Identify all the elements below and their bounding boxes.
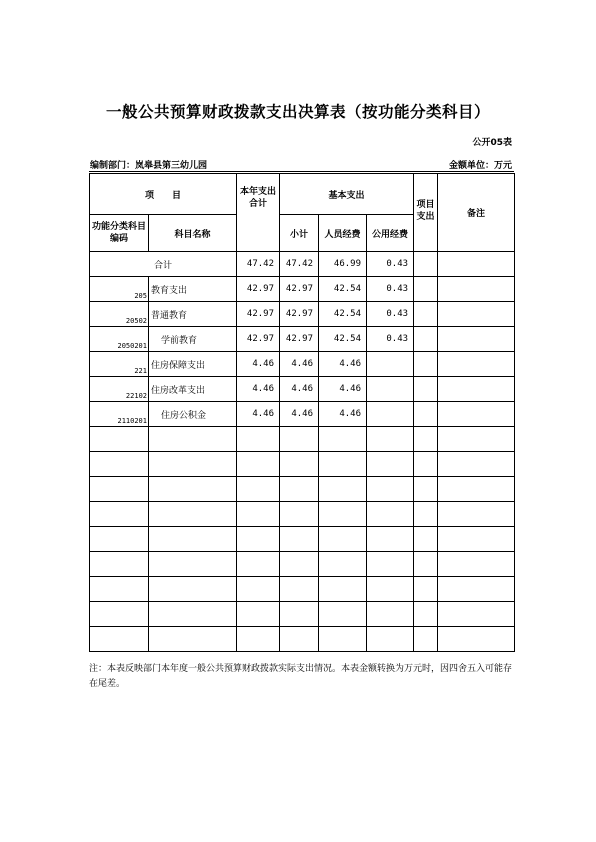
row-remark <box>438 352 515 377</box>
row-public: 0.43 <box>367 302 414 327</box>
row-remark <box>438 277 515 302</box>
row-public: 0.43 <box>367 327 414 352</box>
row-code: 22102 <box>125 392 147 400</box>
row-annual: 42.97 <box>237 277 280 302</box>
row-annual: 4.46 <box>237 352 280 377</box>
table-code: 公开05表 <box>472 138 512 148</box>
row-annual: 42.97 <box>237 302 280 327</box>
footnote: 注：本表反映部门本年度一般公共预算财政拨款实际支出情况。本表金额转换为万元时，因四舍五入可能存在尾差。 <box>89 664 513 689</box>
row-remark <box>438 302 515 327</box>
row-subtotal: 42.97 <box>280 302 319 327</box>
table-row <box>90 277 515 302</box>
page-title: 一般公共预算财政拨款支出决算表（按功能分类科目） <box>105 103 490 121</box>
header-personnel: 人员经费 <box>319 215 367 252</box>
row-subtotal: 42.97 <box>280 327 319 352</box>
row-name: 学前教育 <box>149 327 237 352</box>
row-project <box>414 377 438 402</box>
total-row <box>90 252 515 277</box>
row-code: 2050201 <box>117 342 147 350</box>
total-public: 0.43 <box>367 252 414 277</box>
row-public <box>367 377 414 402</box>
row-personnel: 4.46 <box>319 352 367 377</box>
row-annual: 4.46 <box>237 402 280 427</box>
row-code: 2110201 <box>117 417 147 425</box>
table-row <box>90 327 515 352</box>
row-code-cell <box>90 377 149 402</box>
empty-row <box>90 427 515 452</box>
empty-row <box>90 477 515 502</box>
row-code-cell <box>90 302 149 327</box>
empty-row <box>90 577 515 602</box>
row-subtotal: 4.46 <box>280 402 319 427</box>
header-public: 公用经费 <box>367 215 414 252</box>
top-rule <box>89 171 514 172</box>
row-public <box>367 352 414 377</box>
row-personnel: 4.46 <box>319 377 367 402</box>
row-code-cell <box>90 402 149 427</box>
header-remark: 备注 <box>438 174 515 252</box>
row-annual: 4.46 <box>237 377 280 402</box>
row-annual: 42.97 <box>237 327 280 352</box>
row-name: 住房公积金 <box>149 402 237 427</box>
unit-label: 金额单位：万元 <box>448 161 512 171</box>
table-row <box>90 352 515 377</box>
row-code: 205 <box>134 292 147 300</box>
row-project <box>414 277 438 302</box>
row-code-cell <box>90 327 149 352</box>
header-annual-total: 本年支出合计 <box>237 174 280 252</box>
header-subject-name: 科目名称 <box>149 215 237 252</box>
row-personnel: 42.54 <box>319 277 367 302</box>
total-project <box>414 252 438 277</box>
row-name: 教育支出 <box>149 277 237 302</box>
header-item: 项 目 <box>90 174 237 215</box>
table-row <box>90 302 515 327</box>
header-func-code: 功能分类科目编码 <box>90 215 149 252</box>
row-name: 普通教育 <box>149 302 237 327</box>
row-name: 住房保障支出 <box>149 352 237 377</box>
total-annual: 47.42 <box>237 252 280 277</box>
header-subtotal: 小计 <box>280 215 319 252</box>
expenditure-table <box>89 173 515 652</box>
row-project <box>414 302 438 327</box>
row-project <box>414 352 438 377</box>
row-code-cell <box>90 277 149 302</box>
row-project <box>414 327 438 352</box>
empty-row <box>90 527 515 552</box>
row-subtotal: 4.46 <box>280 352 319 377</box>
row-code: 20502 <box>125 317 147 325</box>
row-public: 0.43 <box>367 277 414 302</box>
department-label: 编制部门：岚皋县第三幼儿园 <box>90 161 208 171</box>
table-row <box>90 377 515 402</box>
total-remark <box>438 252 515 277</box>
row-remark <box>438 402 515 427</box>
row-personnel: 42.54 <box>319 302 367 327</box>
table-row <box>90 402 515 427</box>
empty-row <box>90 602 515 627</box>
row-personnel: 4.46 <box>319 402 367 427</box>
total-personnel: 46.99 <box>319 252 367 277</box>
row-subtotal: 4.46 <box>280 377 319 402</box>
total-label: 合计 <box>90 252 237 277</box>
row-project <box>414 402 438 427</box>
row-name: 住房改革支出 <box>149 377 237 402</box>
total-subtotal: 47.42 <box>280 252 319 277</box>
empty-row <box>90 502 515 527</box>
row-remark <box>438 377 515 402</box>
row-remark <box>438 327 515 352</box>
row-personnel: 42.54 <box>319 327 367 352</box>
empty-row <box>90 627 515 652</box>
row-code-cell <box>90 352 149 377</box>
header-project: 项目支出 <box>414 174 438 252</box>
row-subtotal: 42.97 <box>280 277 319 302</box>
empty-row <box>90 552 515 577</box>
header-basic: 基本支出 <box>280 174 414 215</box>
row-code: 221 <box>134 367 147 375</box>
empty-row <box>90 452 515 477</box>
row-public <box>367 402 414 427</box>
